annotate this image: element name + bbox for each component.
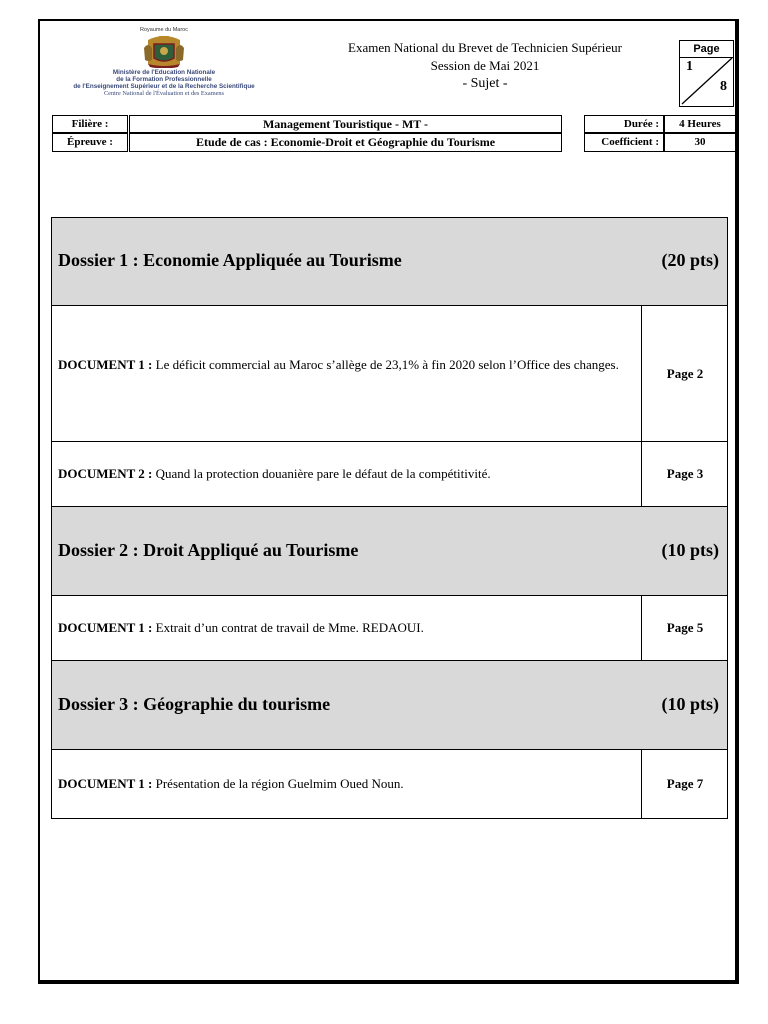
- document-label: DOCUMENT 2 :: [58, 466, 153, 481]
- dossier-2-header: [52, 507, 727, 596]
- dossier-3-header: [52, 661, 727, 750]
- duree-value: 4 Heures: [664, 115, 736, 133]
- exam-sujet: - Sujet -: [462, 76, 508, 91]
- kingdom-label: Royaume du Maroc: [140, 27, 188, 33]
- duree-label: Durée :: [584, 115, 664, 133]
- document-page: Page 3: [641, 442, 728, 506]
- ministry-line-2: de la Formation Professionnelle: [116, 76, 212, 83]
- dossier-3-document-1: [52, 750, 727, 818]
- dossier-2-document-1: [52, 596, 727, 661]
- document-text: [58, 775, 628, 792]
- document-label: DOCUMENT 1 :: [58, 776, 153, 791]
- document-page: Page 5: [641, 596, 728, 660]
- document-description: Présentation de la région Guelmim Oued Noun.: [155, 776, 404, 791]
- page-label: Page: [680, 41, 733, 58]
- document-page: Page 2: [641, 306, 728, 441]
- dossier-1-document-2: [52, 442, 727, 507]
- document-text: [58, 619, 628, 636]
- filiere-value: Management Touristique - MT -: [129, 115, 562, 133]
- coefficient-label: Coefficient :: [584, 133, 664, 152]
- dossier-1-title: Dossier 1 : Economie Appliquée au Tourisme: [58, 250, 402, 270]
- page-total: 8: [720, 79, 727, 94]
- center-line: Centre National de l'Évaluation et des Examens: [103, 90, 225, 97]
- document-description: Le déficit commercial au Maroc s’allège de 23,1% à fin 2020 selon l’Office des changes.: [155, 357, 619, 372]
- exam-title: [290, 39, 680, 93]
- document-label: DOCUMENT 1 :: [58, 620, 153, 635]
- dossier-1-header: [52, 218, 727, 306]
- dossier-1-document-1: [52, 306, 727, 442]
- dossier-2-title: Dossier 2 : Droit Appliqué au Tourisme: [58, 540, 359, 560]
- coat-of-arms-icon: [142, 34, 186, 68]
- coefficient-value: 30: [664, 133, 736, 152]
- epreuve-value: Etude de cas : Economie-Droit et Géographie du Tourisme: [129, 133, 562, 152]
- document-text: [58, 465, 628, 482]
- ministry-line-1: Ministère de l'Education Nationale: [112, 69, 216, 76]
- exam-session: Session de Mai 2021: [430, 58, 540, 73]
- dossier-3-points: (10 pts): [661, 694, 719, 714]
- ministry-logo: [56, 26, 272, 102]
- document-text: [58, 356, 628, 373]
- document-page: Page 7: [641, 750, 728, 818]
- epreuve-label: Épreuve :: [52, 133, 128, 152]
- ministry-line-3: de l'Enseignement Supérieur et de la Recherche Scientifique: [73, 83, 255, 90]
- dossier-1-points: (20 pts): [661, 250, 719, 270]
- document-description: Quand la protection douanière pare le défaut de la compétitivité.: [155, 466, 491, 481]
- contents-table: [51, 217, 728, 819]
- filiere-label: Filière :: [52, 115, 128, 133]
- page-number-box: [679, 40, 734, 107]
- page-current: 1: [686, 59, 693, 74]
- exam-title-line-1: Examen National du Brevet de Technicien Supérieur: [348, 40, 622, 55]
- document-label: DOCUMENT 1 :: [58, 357, 153, 372]
- document-description: Extrait d’un contrat de travail de Mme. REDAOUI.: [155, 620, 424, 635]
- dossier-3-title: Dossier 3 : Géographie du tourisme: [58, 694, 331, 714]
- dossier-2-points: (10 pts): [661, 540, 719, 560]
